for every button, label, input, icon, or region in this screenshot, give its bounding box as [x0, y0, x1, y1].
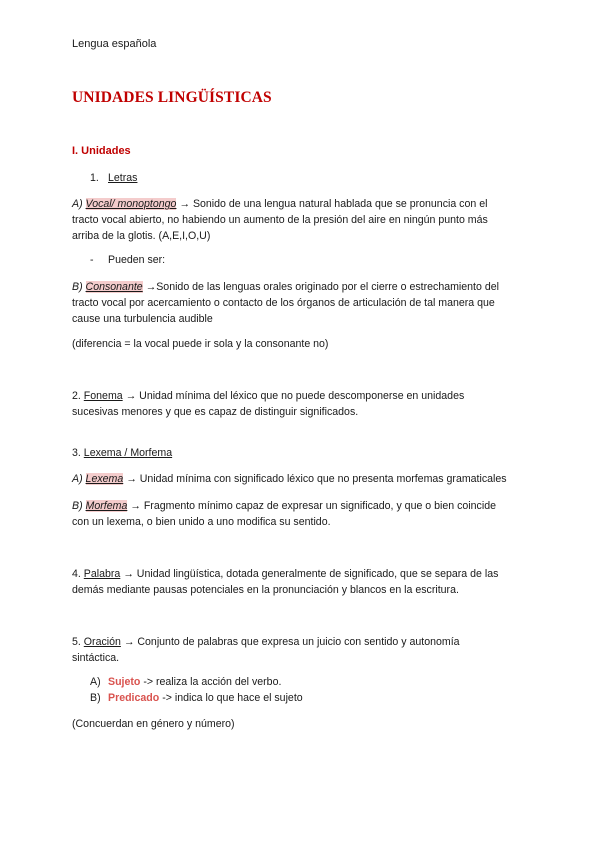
note-text: (Concuerdan en género y número): [72, 718, 235, 730]
sub-list-marker: B): [90, 692, 101, 704]
definition-text: arriba de la glotis. (A,E,I,O,U): [72, 230, 211, 242]
definition-text: sintáctica.: [72, 652, 120, 664]
morfema-definition: [72, 498, 532, 530]
definition-text: sucesivas menores y que es capaz de distinguir significados.: [72, 406, 359, 418]
item-prefix: B): [72, 500, 83, 512]
bullet-dash: -: [90, 254, 94, 266]
term-label: Fonema: [83, 390, 123, 402]
definition-text: → Fragmento mínimo capaz de expresar un significado, y que o bien coincide: [130, 500, 496, 512]
oracion-definition: [72, 634, 532, 666]
term-emphasis: Predicado: [108, 692, 160, 704]
vocal-definition: [72, 196, 532, 244]
definition-text: → Unidad lingüística, dotada generalmente de significado, que se separa de las: [123, 568, 499, 580]
fonema-definition: [72, 388, 532, 420]
note-text: (diferencia = la vocal puede ir sola y la consonante no): [72, 338, 329, 350]
item-prefix: B): [72, 281, 83, 293]
term-highlight: Lexema: [85, 473, 124, 485]
lexema-heading: [72, 445, 532, 461]
definition-text: demás mediante pausas potenciales en la pronunciación y blancos en la escritura.: [72, 584, 459, 596]
list-number: 2.: [72, 390, 81, 402]
term-highlight: Morfema: [85, 500, 128, 512]
definition-text: → Sonido de una lengua natural hablada que se pronuncia con el: [179, 198, 488, 210]
item-heading: Lexema / Morfema: [83, 447, 173, 459]
lexema-definition: [72, 471, 532, 487]
bullet-text: Pueden ser:: [108, 254, 166, 266]
item-heading: Letras: [108, 172, 138, 184]
list-number: 3.: [72, 447, 81, 459]
list-number: 1.: [90, 172, 99, 184]
definition-text: → Unidad mínima del léxico que no puede descomponerse en unidades: [125, 390, 465, 402]
term-highlight: Vocal/ monoptongo: [85, 198, 177, 210]
definition-text: → Unidad mínima con significado léxico que no presenta morfemas gramaticales: [126, 473, 507, 485]
list-number: 5.: [72, 636, 81, 648]
term-label: Oración: [83, 636, 121, 648]
palabra-definition: [72, 566, 532, 598]
definition-text: →Sonido de las lenguas orales originado por el cierre o estrechamiento del: [145, 281, 499, 293]
definition-text: cause una turbulencia audible: [72, 313, 213, 325]
item-prefix: A): [72, 198, 83, 210]
term-emphasis: Sujeto: [108, 676, 141, 688]
section-heading: I. Unidades: [72, 145, 131, 157]
definition-text: tracto vocal abierto, no habiendo un aumento de la presión del aire en ningún punto más: [72, 214, 488, 226]
consonante-definition: [72, 279, 532, 327]
document-title: UNIDADES LINGÜÍSTICAS: [72, 89, 272, 106]
item-prefix: A): [72, 473, 83, 485]
running-header: Lengua española: [72, 38, 157, 50]
definition-text: con un lexema, o bien unido a uno modifica su sentido.: [72, 516, 331, 528]
sub-list-marker: A): [90, 676, 101, 688]
item-text: -> realiza la acción del verbo.: [143, 676, 282, 688]
term-highlight: Consonante: [85, 281, 143, 293]
definition-text: → Conjunto de palabras que expresa un juicio con sentido y autonomía: [123, 636, 460, 648]
term-label: Palabra: [83, 568, 121, 580]
item-text: -> indica lo que hace el sujeto: [162, 692, 303, 704]
definition-text: tracto vocal por acercamiento o contacto de los órganos de articulación de tal manera que: [72, 297, 495, 309]
list-number: 4.: [72, 568, 81, 580]
